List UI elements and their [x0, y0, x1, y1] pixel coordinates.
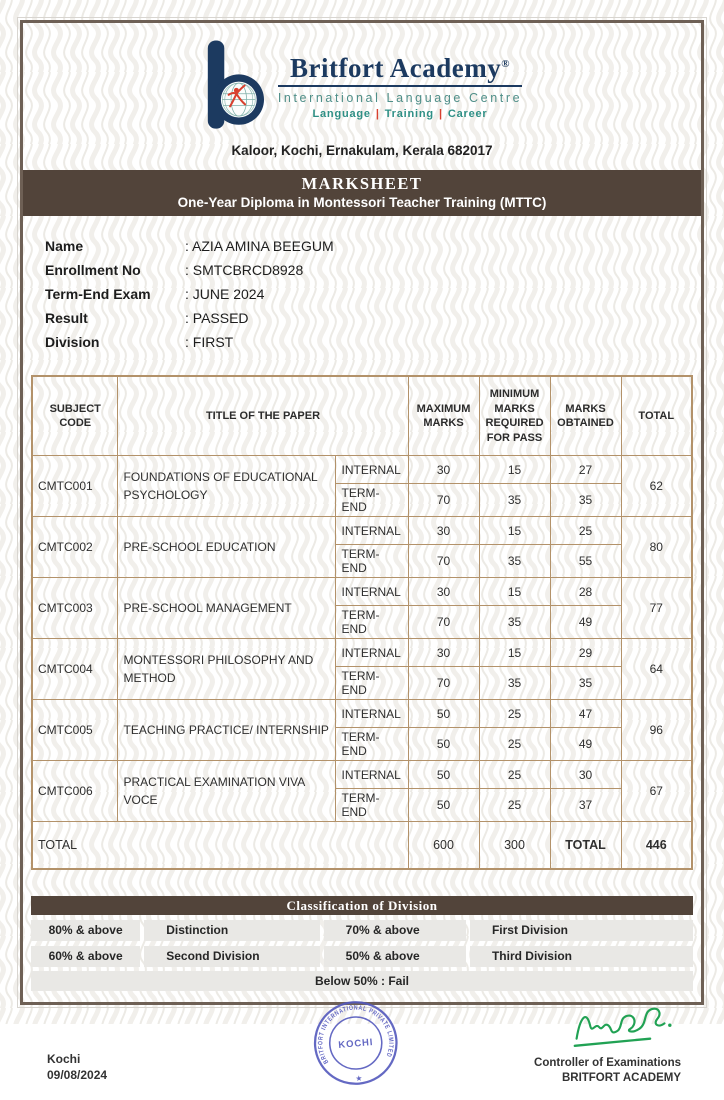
term-end-min-cell: 25: [479, 789, 550, 822]
subject-total-cell: 67: [621, 761, 692, 822]
academy-tagline: International Language Centre: [277, 91, 523, 106]
percentage-range-cell: 50% & above: [324, 946, 466, 967]
subject-row: [32, 578, 692, 606]
percentage-range-cell: 70% & above: [324, 920, 466, 941]
term-end-obtained-cell: 55: [550, 545, 621, 578]
internal-min-cell: 25: [479, 761, 550, 789]
term-end-min-cell: 35: [479, 667, 550, 700]
paper-title-cell: FOUNDATIONS OF EDUCATIONAL PSYCHOLOGY: [118, 456, 336, 517]
detail-label: Division: [45, 334, 100, 351]
marks-table-header-row: [32, 376, 692, 456]
percentage-range-cell: 60% & above: [31, 946, 140, 967]
term-end-min-cell: 35: [479, 606, 550, 639]
term-end-max-cell: 70: [408, 484, 479, 517]
grand-total-min-cell: 300: [479, 822, 550, 870]
internal-obtained-cell: 28: [550, 578, 621, 606]
britfort-logo-icon: [202, 38, 264, 136]
internal-min-cell: 25: [479, 700, 550, 728]
paper-title-cell: TEACHING PRACTICE/ INTERNSHIP: [118, 700, 336, 761]
registered-trademark: ®: [501, 57, 510, 70]
detail-row: [45, 262, 701, 278]
division-name-cell: Distinction: [144, 920, 319, 941]
internal-label-cell: INTERNAL: [336, 456, 408, 484]
svg-text:KOCHI: KOCHI: [337, 1037, 374, 1052]
marks-table: [31, 375, 693, 870]
internal-min-cell: 15: [479, 639, 550, 667]
internal-obtained-cell: 47: [550, 700, 621, 728]
detail-label: Enrollment No: [45, 262, 141, 279]
term-end-obtained-cell: 35: [550, 484, 621, 517]
header-maximum-marks: MAXIMUM MARKS: [408, 376, 479, 456]
academy-header: [23, 38, 701, 136]
academy-name: Britfort Academy®: [290, 52, 510, 83]
classification-row: [31, 920, 693, 941]
detail-row: [45, 310, 701, 326]
service-item: Training: [384, 108, 434, 121]
term-end-label-cell: TERM-END: [336, 484, 408, 517]
subject-total-cell: 96: [621, 700, 692, 761]
subject-row: [32, 456, 692, 484]
header-subject-code: SUBJECT CODE: [32, 376, 118, 456]
document-border-frame: [20, 20, 704, 1084]
issue-place: Kochi: [47, 1052, 81, 1067]
subject-code-cell: CMTC006: [32, 761, 118, 822]
detail-value: : PASSED: [185, 310, 249, 327]
svg-text:BRITFORT INTERNATIONAL PRIVATE: BRITFORT INTERNATIONAL PRIVATE LIMITED: [317, 1004, 395, 1066]
term-end-obtained-cell: 35: [550, 667, 621, 700]
internal-max-cell: 30: [408, 456, 479, 484]
internal-min-cell: 15: [479, 456, 550, 484]
term-end-obtained-cell: 49: [550, 606, 621, 639]
internal-label-cell: INTERNAL: [336, 578, 408, 606]
internal-obtained-cell: 27: [550, 456, 621, 484]
subject-code-cell: CMTC001: [32, 456, 118, 517]
signatory-title: Controller of Examinations: [534, 1057, 681, 1070]
internal-max-cell: 50: [408, 700, 479, 728]
services-separator: |: [438, 108, 443, 121]
header-total: TOTAL: [621, 376, 692, 456]
official-stamp: [304, 991, 408, 1100]
brand-text-block: [278, 54, 522, 121]
detail-value: : AZIA AMINA BEEGUM: [185, 238, 334, 254]
term-end-label-cell: TERM-END: [336, 667, 408, 700]
grand-total-obtained-label-cell: TOTAL: [550, 822, 621, 870]
service-item: Language: [312, 108, 371, 121]
services-separator: |: [375, 108, 380, 121]
term-end-max-cell: 70: [408, 545, 479, 578]
subject-row: [32, 517, 692, 545]
paper-title-cell: MONTESSORI PHILOSOPHY AND METHOD: [118, 639, 336, 700]
subject-code-cell: CMTC004: [32, 639, 118, 700]
paper-title-cell: PRACTICAL EXAMINATION VIVA VOCE: [118, 761, 336, 822]
term-end-max-cell: 50: [408, 728, 479, 761]
internal-obtained-cell: 30: [550, 761, 621, 789]
division-name-cell: Third Division: [470, 946, 693, 967]
detail-row: [45, 286, 701, 302]
internal-min-cell: 15: [479, 578, 550, 606]
internal-obtained-cell: 25: [550, 517, 621, 545]
header-marks-obtained: MARKS OBTAINED: [550, 376, 621, 456]
subject-row: [32, 761, 692, 789]
term-end-label-cell: TERM-END: [336, 789, 408, 822]
student-details: [45, 238, 701, 350]
term-end-label-cell: TERM-END: [336, 728, 408, 761]
signature-block: [534, 1001, 681, 1083]
grand-total-max-cell: 600: [408, 822, 479, 870]
detail-value: : FIRST: [185, 334, 234, 351]
internal-min-cell: 15: [479, 517, 550, 545]
subject-total-cell: 62: [621, 456, 692, 517]
detail-row: [45, 334, 701, 350]
classification-section: [31, 896, 693, 991]
paper-title-cell: PRE-SCHOOL MANAGEMENT: [118, 578, 336, 639]
subject-row: [32, 639, 692, 667]
paper-title-cell: PRE-SCHOOL EDUCATION: [118, 517, 336, 578]
grand-total-row: [32, 822, 692, 870]
term-end-label-cell: TERM-END: [336, 545, 408, 578]
term-end-min-cell: 25: [479, 728, 550, 761]
svg-text:★: ★: [354, 1074, 363, 1084]
internal-max-cell: 50: [408, 761, 479, 789]
percentage-range-cell: 80% & above: [31, 920, 140, 941]
services-line: [278, 108, 522, 120]
marksheet-title-bar: [23, 170, 701, 216]
term-end-min-cell: 35: [479, 545, 550, 578]
academy-address: Kaloor, Kochi, Ernakulam, Kerala 682017: [231, 143, 493, 158]
brand-divider: [278, 85, 522, 88]
header-paper-title: TITLE OF THE PAPER: [118, 376, 408, 456]
term-end-max-cell: 70: [408, 667, 479, 700]
detail-row: [45, 238, 701, 254]
grand-total-label-cell: TOTAL: [32, 822, 408, 870]
subject-code-cell: CMTC002: [32, 517, 118, 578]
issue-date: 09/08/2024: [47, 1068, 108, 1083]
subject-row: [32, 700, 692, 728]
marksheet-title: MARKSHEET: [301, 174, 423, 193]
internal-label-cell: INTERNAL: [336, 517, 408, 545]
subject-code-cell: CMTC005: [32, 700, 118, 761]
division-name-cell: First Division: [470, 920, 693, 941]
detail-value: : SMTCBRCD8928: [185, 262, 304, 279]
classification-title-bar: Classification of Division: [31, 896, 693, 915]
term-end-label-cell: TERM-END: [336, 606, 408, 639]
handwritten-signature-icon: [569, 1001, 681, 1053]
detail-label: Term-End Exam: [45, 286, 151, 303]
detail-label: Name: [45, 238, 84, 254]
detail-value: : JUNE 2024: [185, 286, 265, 303]
term-end-min-cell: 35: [479, 484, 550, 517]
fail-note: Below 50% : Fail: [31, 971, 693, 991]
service-item: Career: [447, 108, 488, 121]
internal-label-cell: INTERNAL: [336, 639, 408, 667]
division-name-cell: Second Division: [144, 946, 319, 967]
subject-total-cell: 80: [621, 517, 692, 578]
place-and-date: [47, 1051, 107, 1083]
course-subtitle: One-Year Diploma in Montessori Teacher Training (MTTC): [177, 195, 547, 210]
footer: [23, 999, 701, 1099]
internal-label-cell: INTERNAL: [336, 761, 408, 789]
grand-total-value-cell: 446: [621, 822, 692, 870]
round-seal-icon: [304, 991, 408, 1095]
header-minimum-marks: MINIMUM MARKS REQUIRED FOR PASS: [479, 376, 550, 456]
subject-total-cell: 77: [621, 578, 692, 639]
term-end-max-cell: 70: [408, 606, 479, 639]
detail-label: Result: [45, 310, 88, 327]
internal-label-cell: INTERNAL: [336, 700, 408, 728]
term-end-obtained-cell: 49: [550, 728, 621, 761]
internal-max-cell: 30: [408, 578, 479, 606]
classification-row: [31, 946, 693, 967]
term-end-obtained-cell: 37: [550, 789, 621, 822]
internal-obtained-cell: 29: [550, 639, 621, 667]
subject-total-cell: 64: [621, 639, 692, 700]
term-end-max-cell: 50: [408, 789, 479, 822]
subject-code-cell: CMTC003: [32, 578, 118, 639]
internal-max-cell: 30: [408, 517, 479, 545]
internal-max-cell: 30: [408, 639, 479, 667]
signatory-organization: BRITFORT ACADEMY: [561, 1071, 681, 1084]
